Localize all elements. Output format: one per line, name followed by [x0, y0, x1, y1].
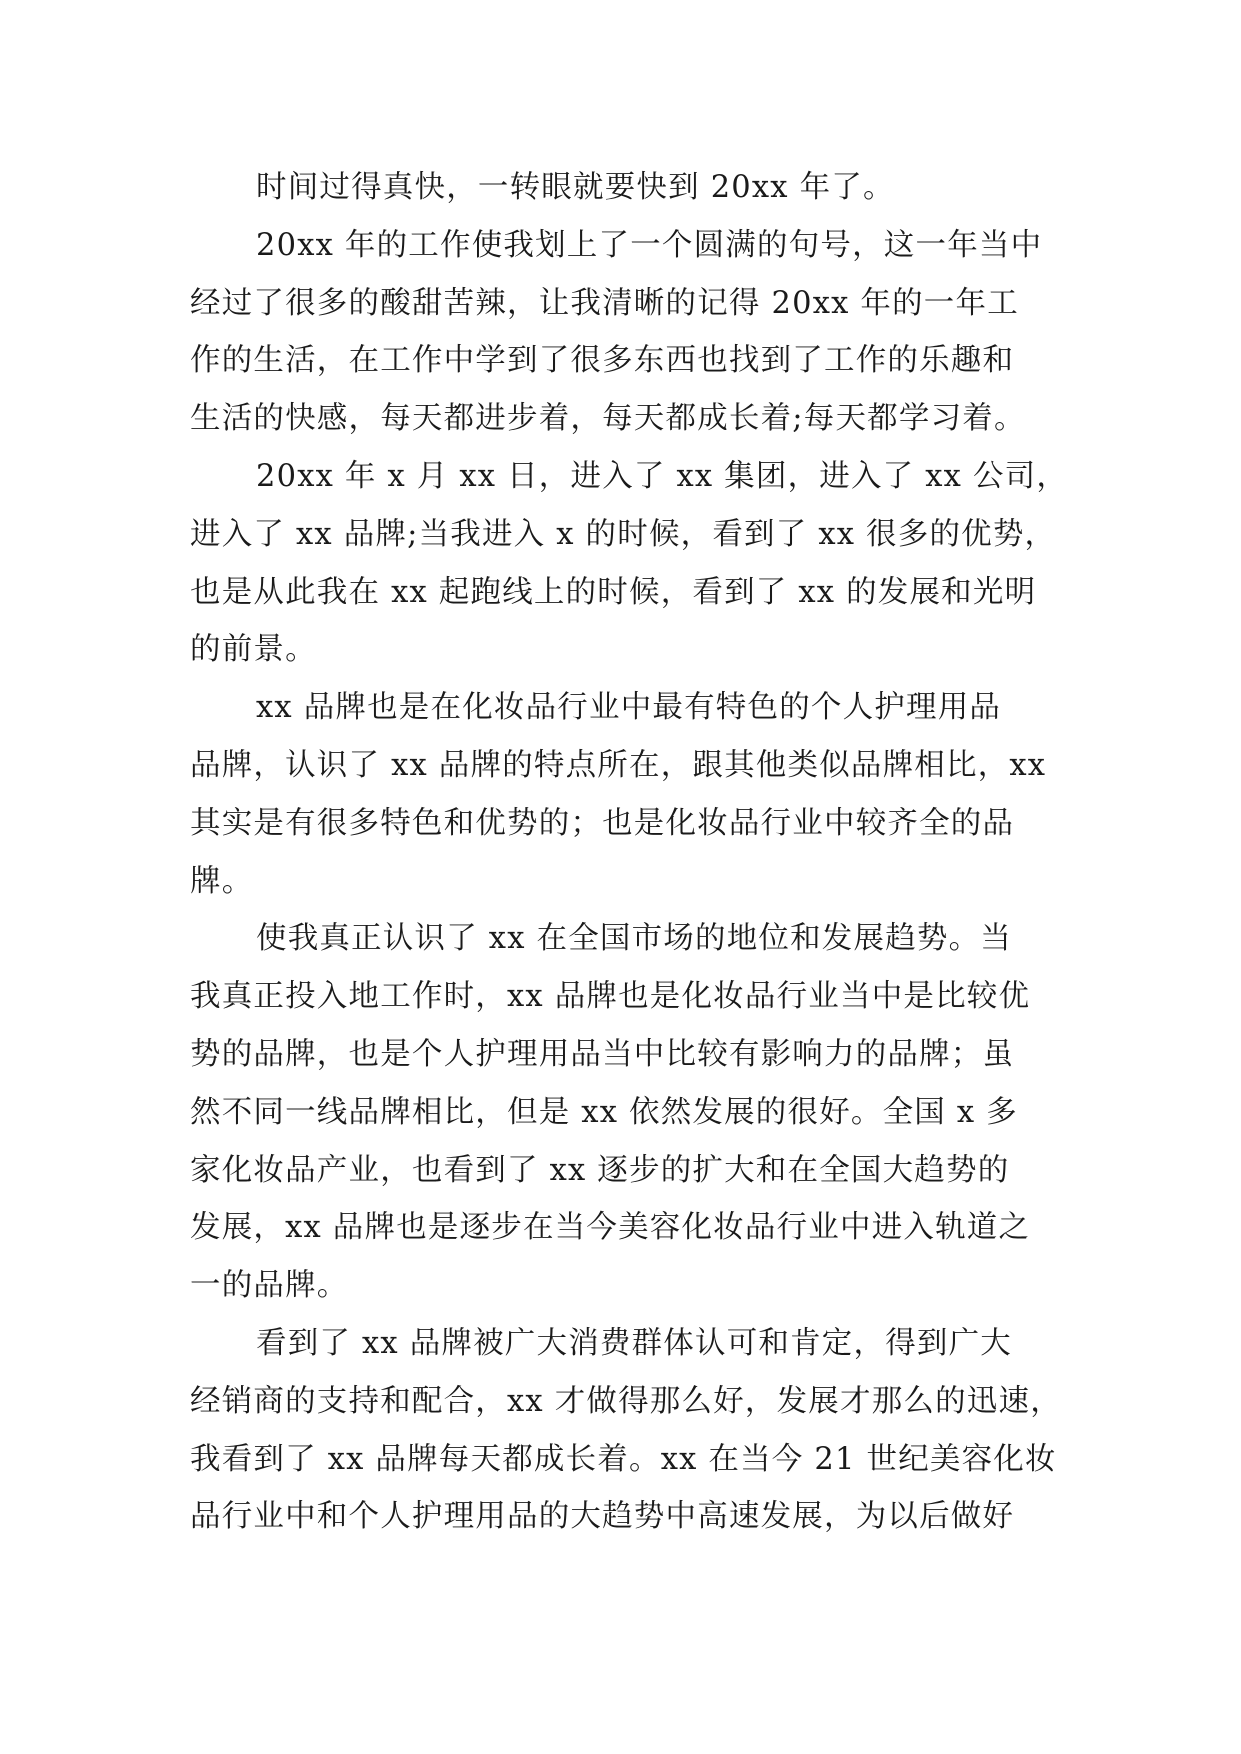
text-line: 牌。: [190, 863, 254, 899]
text-line: 一的品牌。: [190, 1268, 349, 1304]
text-line: 的前景。: [190, 632, 317, 668]
paragraph-1: [190, 159, 1070, 217]
text-line: 也是从此我在 xx 起跑线上的时候，看到了 xx 的发展和光明: [190, 574, 1037, 610]
text-line: 20xx 年的工作使我划上了一个圆满的句号，这一年当中: [256, 227, 1043, 263]
text-line: 家化妆品产业，也看到了 xx 逐步的扩大和在全国大趋势的: [190, 1152, 1010, 1188]
paragraph-4: [190, 679, 1070, 910]
text-line: 品牌，认识了 xx 品牌的特点所在，跟其他类似品牌相比，xx: [190, 747, 1047, 783]
text-line: 时间过得真快，一转眼就要快到 20xx 年了。: [256, 170, 895, 205]
text-line: 作的生活，在工作中学到了很多东西也找到了工作的乐趣和: [190, 343, 1015, 379]
text-line: 看到了 xx 品牌被广大消费群体认可和肯定，得到广大: [256, 1325, 1012, 1361]
document-body: [190, 159, 1070, 1546]
text-line: xx 品牌也是在化妆品行业中最有特色的个人护理用品: [256, 690, 1002, 726]
text-line: 我真正投入地工作时，xx 品牌也是化妆品行业当中是比较优: [190, 979, 1031, 1015]
text-line: 然不同一线品牌相比，但是 xx 依然发展的很好。全国 x 多: [190, 1094, 1018, 1130]
text-line: 我看到了 xx 品牌每天都成长着。xx 在当今 21 世纪美容化妆: [190, 1441, 1057, 1477]
text-line: 生活的快感，每天都进步着，每天都成长着;每天都学习着。: [190, 401, 1026, 437]
text-line: 势的品牌，也是个人护理用品当中比较有影响力的品牌；虽: [190, 1036, 1015, 1072]
paragraph-5: [190, 910, 1070, 1315]
text-line: 20xx 年 x 月 xx 日，进入了 xx 集团，进入了 xx 公司，: [256, 458, 1069, 494]
text-line: 发展，xx 品牌也是逐步在当今美容化妆品行业中进入轨道之: [190, 1210, 1031, 1246]
text-line: 经销商的支持和配合，xx 才做得那么好，发展才那么的迅速，: [190, 1383, 1062, 1419]
paragraph-3: [190, 448, 1070, 679]
text-line: 使我真正认识了 xx 在全国市场的地位和发展趋势。当: [256, 921, 1012, 957]
text-line: 其实是有很多特色和优势的；也是化妆品行业中较齐全的品: [190, 805, 1015, 841]
text-line: 品行业中和个人护理用品的大趋势中高速发展，为以后做好: [190, 1499, 1015, 1535]
text-line: 经过了很多的酸甜苦辣，让我清晰的记得 20xx 年的一年工: [190, 285, 1019, 321]
text-line: 进入了 xx 品牌;当我进入 x 的时候，看到了 xx 很多的优势，: [190, 516, 1057, 552]
paragraph-6: [190, 1315, 1070, 1546]
paragraph-2: [190, 217, 1070, 448]
